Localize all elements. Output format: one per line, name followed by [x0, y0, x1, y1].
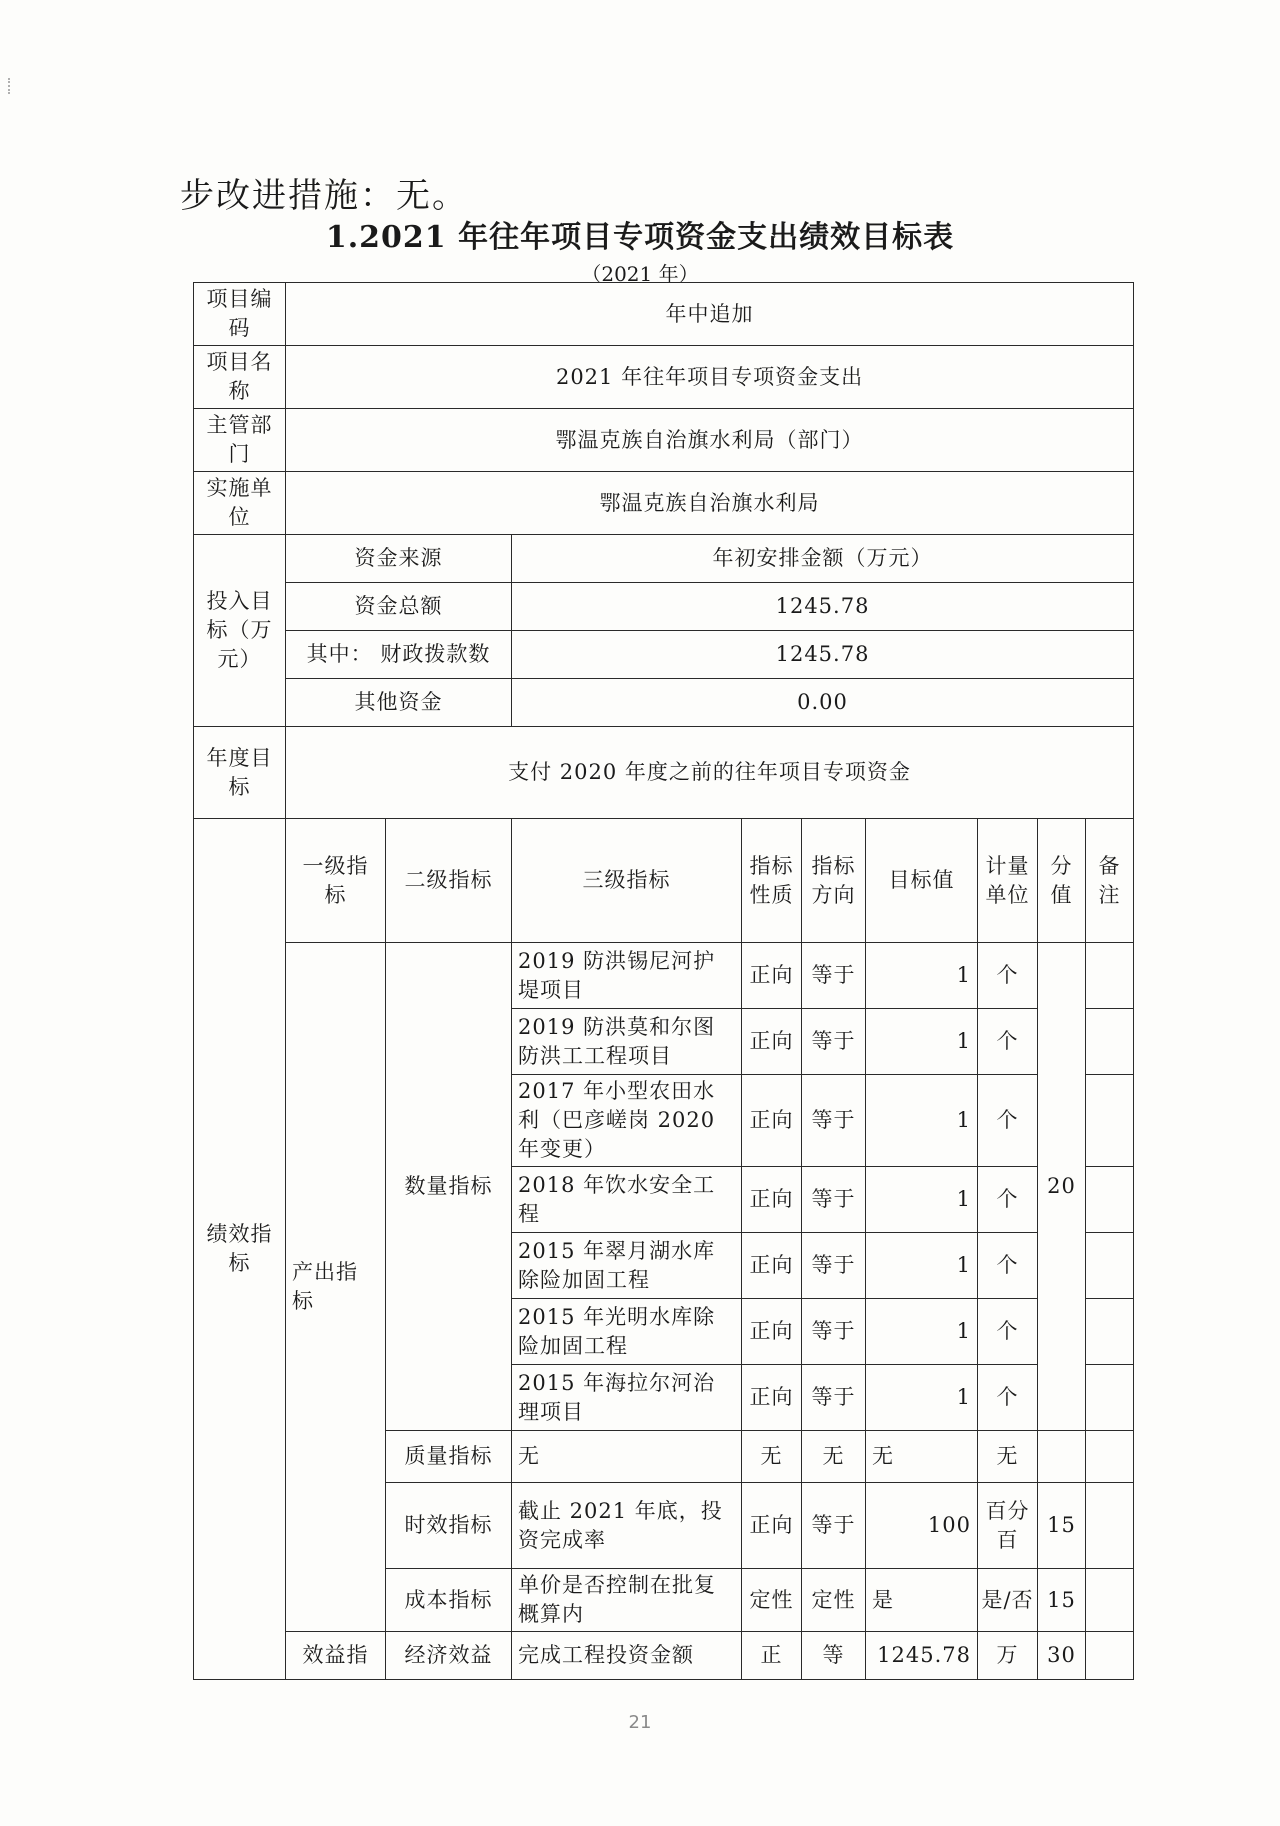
quality-item-nature: 无: [742, 1431, 802, 1483]
annual-goal-label: 年度目标: [194, 727, 286, 819]
quantity-item-nature: 正向: [742, 1299, 802, 1365]
benefit-level1-label: 效益指: [286, 1632, 386, 1680]
benefit-indicator-label: 经济效益: [386, 1632, 512, 1680]
project-code-value: 年中追加: [286, 283, 1134, 346]
cost-item-unit: 是/否: [978, 1569, 1038, 1632]
timeliness-item-nature: 正向: [742, 1483, 802, 1569]
quantity-item-nature: 正向: [742, 1075, 802, 1167]
header-remark: 备注: [1086, 819, 1134, 943]
remark-cell: [1086, 943, 1134, 1009]
remark-cell: [1086, 1632, 1134, 1680]
quantity-item-target: 1: [866, 1167, 978, 1233]
perf-header-row: [194, 819, 1134, 943]
investment-row-label: 其他资金: [286, 679, 512, 727]
quality-indicator-label: 质量指标: [386, 1431, 512, 1483]
investment-row-label: 资金来源: [286, 535, 512, 583]
investment-row-value: 1245.78: [512, 583, 1134, 631]
cost-item-target: 是: [866, 1569, 978, 1632]
header-nature: 指标性质: [742, 819, 802, 943]
impl-unit-value: 鄂温克族自治旗水利局: [286, 472, 1134, 535]
quantity-item-direction: 等于: [802, 1365, 866, 1431]
page-title: 1.2021 年往年项目专项资金支出绩效目标表: [325, 220, 955, 255]
header-direction: 指标方向: [802, 819, 866, 943]
row-investment-source: [194, 535, 1134, 583]
cost-score: 15: [1038, 1569, 1086, 1632]
quantity-item-direction: 等于: [802, 943, 866, 1009]
quantity-item-target: 1: [866, 1075, 978, 1167]
remark-cell: [1086, 1075, 1134, 1167]
timeliness-indicator-label: 时效指标: [386, 1483, 512, 1569]
row-dept: [194, 409, 1134, 472]
quantity-item-nature: 正向: [742, 943, 802, 1009]
impl-unit-label: 实施单位: [194, 472, 286, 535]
investment-row-label: 其中： 财政拨款数: [286, 631, 512, 679]
perf-label: 绩效指标: [194, 819, 286, 1680]
remark-cell: [1086, 1431, 1134, 1483]
row-investment-other: [194, 679, 1134, 727]
header-target: 目标值: [866, 819, 978, 943]
timeliness-item-unit: 百分百: [978, 1483, 1038, 1569]
quantity-item-direction: 等于: [802, 1009, 866, 1075]
cost-indicator-label: 成本指标: [386, 1569, 512, 1632]
benefit-item-direction: 等: [802, 1632, 866, 1680]
quantity-item-nature: 正向: [742, 1009, 802, 1075]
timeliness-item-direction: 等于: [802, 1483, 866, 1569]
remark-cell: [1086, 1483, 1134, 1569]
quantity-item-target: 1: [866, 1009, 978, 1075]
quantity-item-nature: 正向: [742, 1167, 802, 1233]
benefit-item-unit: 万: [978, 1632, 1038, 1680]
quantity-item-unit: 个: [978, 1365, 1038, 1431]
quantity-item-nature: 正向: [742, 1233, 802, 1299]
row-project-name: [194, 346, 1134, 409]
benefit-score: 30: [1038, 1632, 1086, 1680]
header-score: 分值: [1038, 819, 1086, 943]
timeliness-item-target: 100: [866, 1483, 978, 1569]
remark-cell: [1086, 1009, 1134, 1075]
timeliness-item-name: 截止 2021 年底，投资完成率: [512, 1483, 742, 1569]
quality-item-name: 无: [512, 1431, 742, 1483]
cost-item-name: 单价是否控制在批复概算内: [512, 1569, 742, 1632]
quantity-item-target: 1: [866, 1299, 978, 1365]
benefit-item-target: 1245.78: [866, 1632, 978, 1680]
quantity-item-direction: 等于: [802, 1167, 866, 1233]
quantity-item-unit: 个: [978, 1299, 1038, 1365]
timeliness-score: 15: [1038, 1483, 1086, 1569]
quantity-item-name: 2019 防洪莫和尔图防洪工工程项目: [512, 1009, 742, 1075]
project-name-label: 项目名称: [194, 346, 286, 409]
quantity-item-unit: 个: [978, 943, 1038, 1009]
quantity-score: 20: [1038, 943, 1086, 1431]
quantity-item-name: 2015 年海拉尔河治理项目: [512, 1365, 742, 1431]
project-name-value: 2021 年往年项目专项资金支出: [286, 346, 1134, 409]
scan-edge-mark: [8, 78, 13, 94]
dept-label: 主管部门: [194, 409, 286, 472]
header-level2: 二级指标: [386, 819, 512, 943]
quantity-indicator-label: 数量指标: [386, 943, 512, 1431]
investment-label: 投入目标（万元）: [194, 535, 286, 727]
quantity-item-name: 2017 年小型农田水利（巴彦嵯岗 2020 年变更）: [512, 1075, 742, 1167]
quantity-item-unit: 个: [978, 1167, 1038, 1233]
quality-item-unit: 无: [978, 1431, 1038, 1483]
benefit-item-name: 完成工程投资金额: [512, 1632, 742, 1680]
quality-item-direction: 无: [802, 1431, 866, 1483]
table-row: [194, 1632, 1134, 1680]
row-investment-total: [194, 583, 1134, 631]
page-number: 21: [628, 1712, 652, 1733]
investment-row-value: 年初安排金额（万元）: [512, 535, 1134, 583]
page-subtitle: （2021 年）: [581, 262, 699, 286]
quality-item-target: 无: [866, 1431, 978, 1483]
quantity-item-direction: 等于: [802, 1299, 866, 1365]
quantity-item-name: 2015 年光明水库除险加固工程: [512, 1299, 742, 1365]
remark-cell: [1086, 1569, 1134, 1632]
header-level1: 一级指标: [286, 819, 386, 943]
quantity-item-direction: 等于: [802, 1075, 866, 1167]
score-cell: [1038, 1431, 1086, 1483]
benefit-item-nature: 正: [742, 1632, 802, 1680]
quantity-item-target: 1: [866, 1365, 978, 1431]
output-indicator-label: 产出指标: [286, 943, 386, 1632]
remark-cell: [1086, 1365, 1134, 1431]
row-investment-fiscal: [194, 631, 1134, 679]
quantity-item-name: 2015 年翠月湖水库除险加固工程: [512, 1233, 742, 1299]
row-project-code: [194, 283, 1134, 346]
header-unit: 计量单位: [978, 819, 1038, 943]
quantity-item-name: 2018 年饮水安全工程: [512, 1167, 742, 1233]
investment-row-value: 0.00: [512, 679, 1134, 727]
cost-item-nature: 定性: [742, 1569, 802, 1632]
quantity-item-direction: 等于: [802, 1233, 866, 1299]
table-row: [194, 943, 1134, 1009]
quantity-item-name: 2019 防洪锡尼河护堤项目: [512, 943, 742, 1009]
quantity-item-unit: 个: [978, 1075, 1038, 1167]
quantity-item-unit: 个: [978, 1233, 1038, 1299]
header-level3: 三级指标: [512, 819, 742, 943]
quantity-item-nature: 正向: [742, 1365, 802, 1431]
remark-cell: [1086, 1233, 1134, 1299]
remark-cell: [1086, 1299, 1134, 1365]
annual-goal-value: 支付 2020 年度之前的往年项目专项资金: [286, 727, 1134, 819]
quantity-item-target: 1: [866, 943, 978, 1009]
project-code-label: 项目编码: [194, 283, 286, 346]
dept-value: 鄂温克族自治旗水利局（部门）: [286, 409, 1134, 472]
performance-target-table: [193, 282, 1134, 1680]
row-annual-goal: [194, 727, 1134, 819]
quantity-item-target: 1: [866, 1233, 978, 1299]
intro-text: 步改进措施：无。: [180, 176, 468, 216]
investment-row-label: 资金总额: [286, 583, 512, 631]
investment-row-value: 1245.78: [512, 631, 1134, 679]
cost-item-direction: 定性: [802, 1569, 866, 1632]
row-impl-unit: [194, 472, 1134, 535]
quantity-item-unit: 个: [978, 1009, 1038, 1075]
remark-cell: [1086, 1167, 1134, 1233]
